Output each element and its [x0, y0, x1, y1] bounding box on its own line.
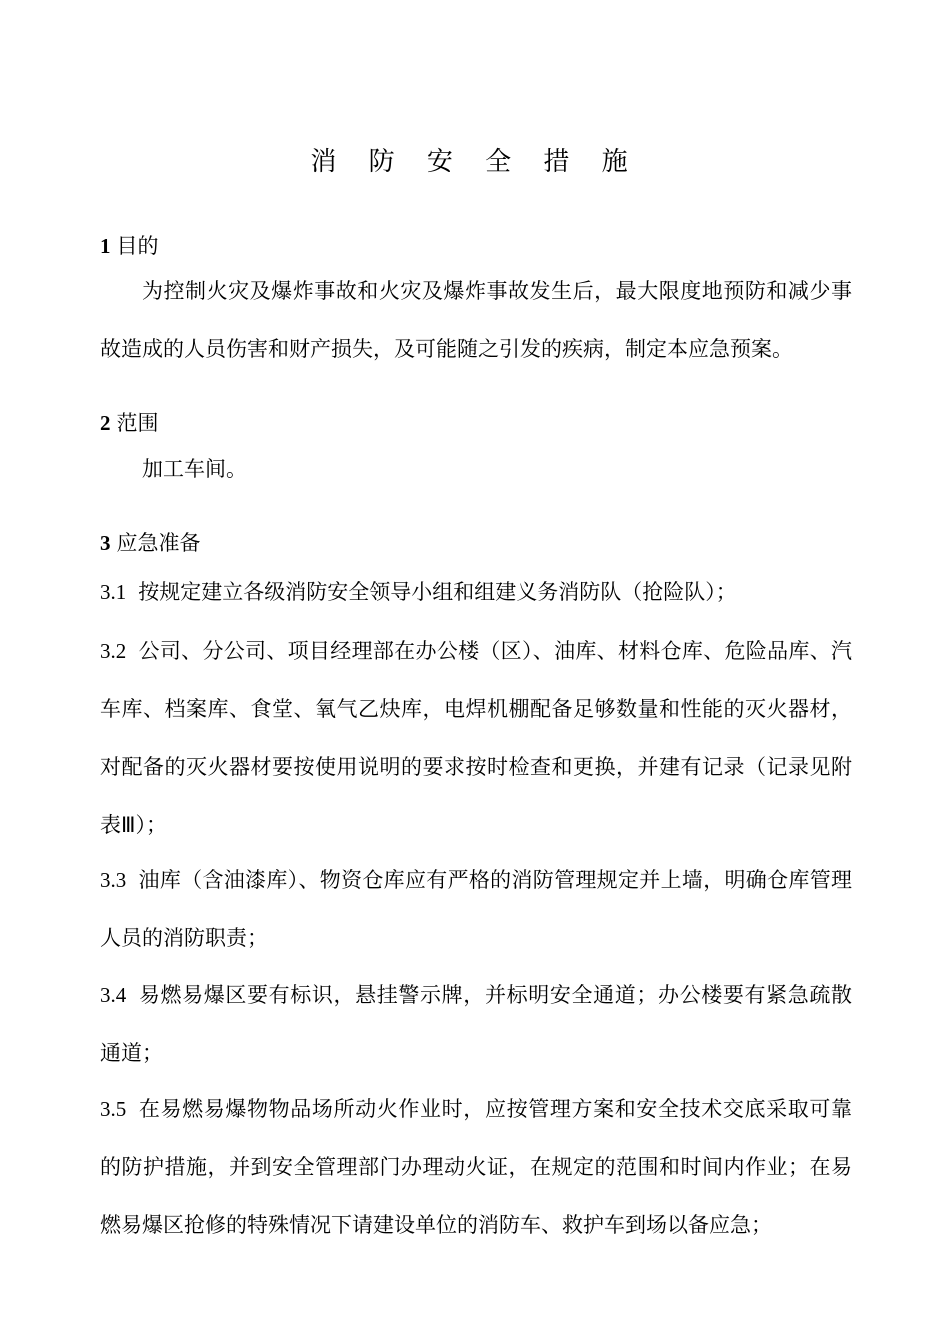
- list-item-3-1: [100, 563, 852, 621]
- section-title: 应急准备: [116, 531, 201, 555]
- section-title: 范围: [116, 411, 159, 435]
- item-text: 易燃易爆区要有标识，悬挂警示牌，并标明安全通道；办公楼要有紧急疏散通道；: [100, 983, 852, 1065]
- item-text: 公司、分公司、项目经理部在办公楼（区）、油库、材料仓库、危险品库、汽车库、档案库、食堂、氧气乙炔库，电焊机棚配备足够数量和性能的灭火器材，对配备的灭火器材要按使用说明的要求按时检查和更换，并建有记录（记录见附表Ⅲ）；: [100, 639, 852, 837]
- item-number: 3.5: [100, 1097, 127, 1121]
- list-item-3-4: [100, 966, 852, 1082]
- section-heading-scope: [100, 408, 159, 438]
- item-number: 3.2: [100, 639, 127, 663]
- section-number: 3: [100, 531, 111, 555]
- section-number: 1: [100, 234, 111, 258]
- list-item-3-2: [100, 622, 852, 854]
- item-number: 3.4: [100, 983, 127, 1007]
- item-text: 在易燃易爆物物品场所动火作业时，应按管理方案和安全技术交底采取可靠的防护措施，并到安全管理部门办理动火证，在规定的范围和时间内作业；在易燃易爆区抢修的特殊情况下请建设单位的消防车、救护车到场以备应急；: [100, 1097, 852, 1237]
- section-body-purpose: 为控制火灾及爆炸事故和火灾及爆炸事故发生后，最大限度地预防和减少事故造成的人员伤害和财产损失，及可能随之引发的疾病，制定本应急预案。: [100, 279, 852, 361]
- item-number: 3.1: [100, 580, 127, 604]
- section-heading-purpose: [100, 231, 159, 261]
- section-title: 目的: [116, 234, 159, 258]
- item-text: 按规定建立各级消防安全领导小组和组建义务消防队（抢险队）；: [138, 580, 737, 604]
- item-text: 油库（含油漆库）、物资仓库应有严格的消防管理规定并上墙，明确仓库管理人员的消防职责；: [100, 868, 852, 950]
- list-item-3-5: [100, 1080, 852, 1254]
- item-number: 3.3: [100, 868, 127, 892]
- section-heading-emergency-preparation: [100, 528, 201, 558]
- section-body-scope: 加工车间。: [142, 457, 247, 481]
- list-item-3-3: [100, 851, 852, 967]
- section-number: 2: [100, 411, 111, 435]
- document-title: 消 防 安 全 措 施: [310, 147, 640, 177]
